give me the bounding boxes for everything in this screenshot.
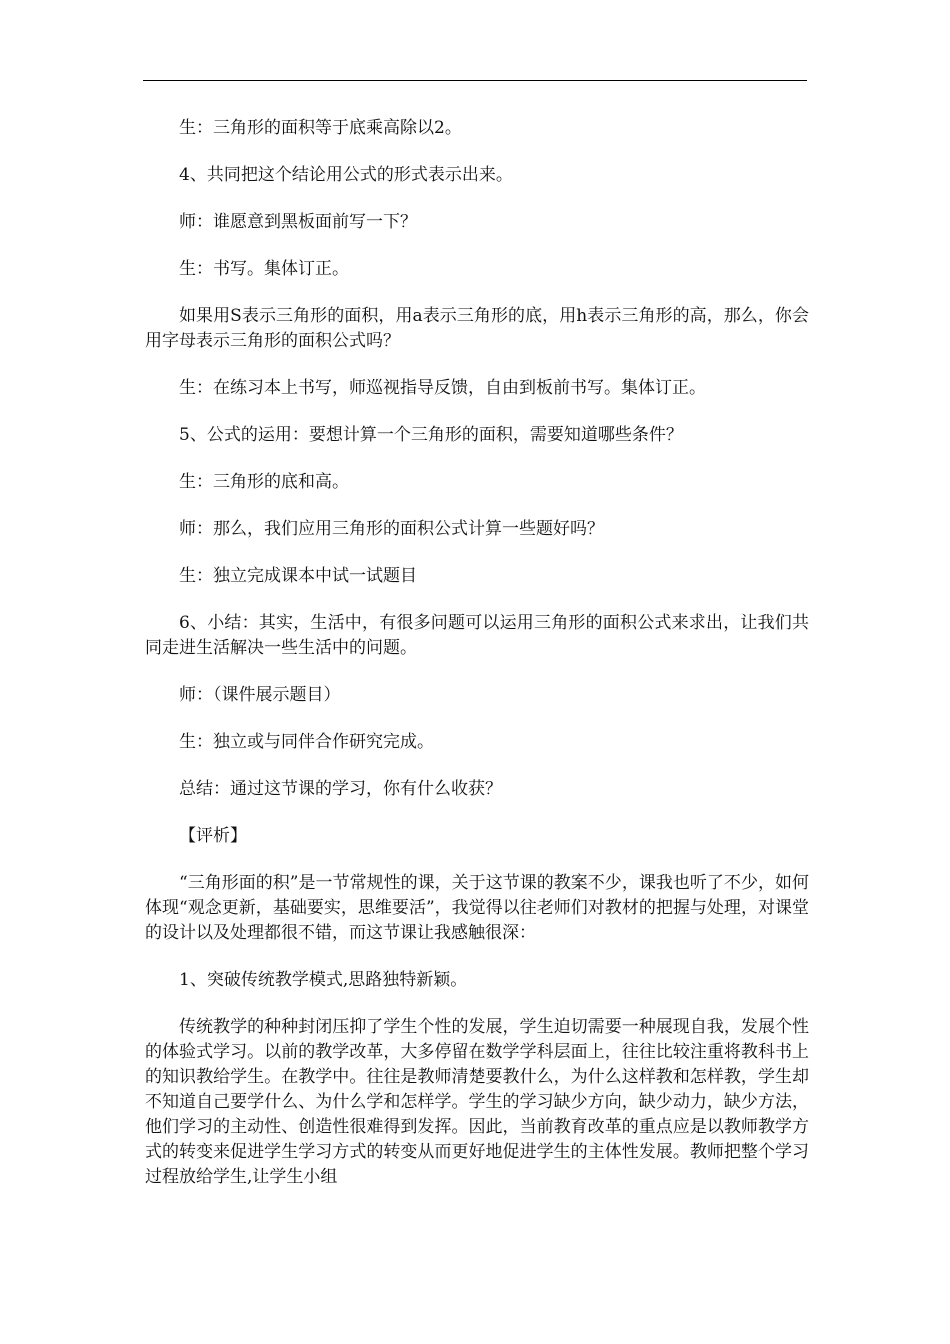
paragraph: 4、共同把这个结论用公式的形式表示出来。 (179, 165, 513, 185)
paragraph: 生：独立或与同伴合作研究完成。 (179, 732, 434, 752)
paragraph: 师：（课件展示题目） (179, 685, 341, 705)
paragraph: 师：谁愿意到黑板面前写一下？ (179, 212, 417, 232)
paragraph: 师：那么，我们应用三角形的面积公式计算一些题好吗？ (179, 519, 604, 539)
paragraph: 生：独立完成课本中试一试题目 (179, 566, 417, 586)
paragraph: “三角形面的积”是一节常规性的课，关于这节课的教案不少，课我也听了不少，如何体现“观念更新，基础要实，思维要活”，我觉得以往老师们对教材的把握与处理，对课堂的设计以及处理都很不错，而这节课让我感触很深： (145, 873, 809, 943)
document-body (145, 116, 809, 1190)
paragraph: 传统教学的种种封闭压抑了学生个性的发展，学生迫切需要一种展现自我，发展个性的体验式学习。以前的教学改革，大多停留在数学学科层面上，往往比较注重将教科书上的知识教给学生。在教学中。往往是教师清楚要教什么，为什么这样教和怎样教，学生却不知道自己要学什么、为什么学和怎样学。学生的学习缺少方向，缺少动力，缺少方法，他们学习的主动性、创造性很难得到发挥。因此，当前教育改革的重点应是以教师教学方式的转变来促进学生学习方式的转变从而更好地促进学生的主体性发展。教师把整个学习过程放给学生,让学生小组 (145, 1017, 809, 1187)
paragraph: 总结：通过这节课的学习，你有什么收获？ (179, 779, 502, 799)
paragraph: 1、突破传统教学模式,思路独特新颖。 (179, 970, 468, 990)
paragraph: 如果用S表示三角形的面积，用a表示三角形的底，用h表示三角形的高，那么，你会用字母表示三角形的面积公式吗？ (145, 306, 809, 351)
paragraph: 生：三角形的面积等于底乘高除以2。 (179, 118, 462, 138)
paragraph: 生：在练习本上书写，师巡视指导反馈，自由到板前书写。集体订正。 (179, 378, 706, 398)
section-heading: 【评析】 (179, 826, 247, 846)
paragraph: 生：三角形的底和高。 (179, 472, 349, 492)
header-rule (143, 80, 807, 81)
paragraph: 5、公式的运用：要想计算一个三角形的面积，需要知道哪些条件？ (179, 425, 683, 445)
paragraph: 生：书写。集体订正。 (179, 259, 349, 279)
paragraph: 6、小结：其实，生活中，有很多问题可以运用三角形的面积公式来求出，让我们共同走进生活解决一些生活中的问题。 (145, 613, 809, 658)
